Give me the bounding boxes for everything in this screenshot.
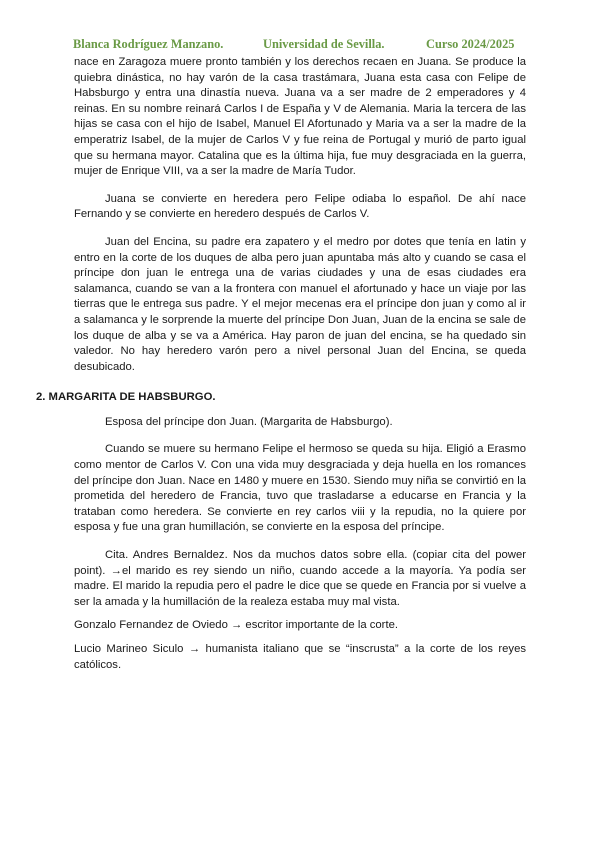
- header-course: Curso 2024/2025: [426, 37, 515, 51]
- paragraph-juan-del-encina: Juan del Encina, su padre era zapatero y el medro por dotes que tenía en latin y entro en la corte de los duques de alba pero juan apuntaba más alto y cuando se casa el príncipe don juan le entrega una de varias ciudades y una de esas ciudades era salamanca, cuando se van a la frontera con manuel el afortunado y hace un viaje por las tierras que le entrega sus padre. Y el mejor mecenas era el príncipe don juan y como al ir a salamanca y le sorprende la muerte del príncipe Don Juan, Juan de la encina se sale de los duque de alba y se va a América. Hay paron de juan del encina, se ha quedado sin valedor. No hay heredero varón pero a nivel personal Juan del Encina, se queda desubicado.: [74, 235, 526, 373]
- header-university: Universidad de Sevilla.: [263, 37, 385, 51]
- header-author: Blanca Rodríguez Manzano.: [73, 37, 224, 51]
- paragraph-cita: Cita. Andres Bernaldez. Nos da muchos datos sobre ella. (copiar cita del power point). →el marido es rey siendo un niño, cuando accede a la mayoría. Ya podía ser madre. El marido la repudia pero el padre le dice que se quede en Francia por si vuelve a ser la amada y la humillación de la realeza estaba muy mal vista.: [74, 549, 526, 608]
- document-body: [36, 55, 526, 673]
- page-header: [73, 37, 533, 55]
- section-title: 2. MARGARITA DE HABSBURGO.: [36, 391, 216, 404]
- paragraph-marineo: Lucio Marineo Siculo → humanista italiano que se “inscrusta” a la corte de los reyes católicos.: [74, 643, 526, 671]
- paragraph-oviedo: Gonzalo Fernandez de Oviedo → escritor importante de la corte.: [74, 619, 399, 632]
- paragraph-esposa: Esposa del príncipe don Juan. (Margarita de Habsburgo).: [105, 415, 393, 428]
- paragraph-juana-dynasty: nace en Zaragoza muere pronto también y los derechos recaen en Juana. Se produce la quiebra dinástica, no hay varón de la casa trastámara, Juana esta casa con Felipe de Habsburgo y entra una dinastía nueva. Juana va a ser madre de 2 emperadores y 4 reinas. En su nombre reinará Carlos I de España y V de Alemania. Maria la tercera de las hijas se casa con el hijo de Isabel, Manuel El Afortunado y Maria va a ser la madre de la emperatriz Isabel, de la mujer de Carlos V y fue reina de Portugal y murió de parto igual que su hermana mayor. Catalina que es la última hija, fue muy desgraciada en la guerra, mujer de Enrique VIII, va a ser la madre de María Tudor.: [74, 56, 526, 178]
- paragraph-margarita-life: Cuando se muere su hermano Felipe el hermoso se queda su hija. Eligió a Erasmo como mentor de Carlos V. Con una vida muy desgraciada y deja huella en los romances del príncipe don Juan. Nace en 1480 y muere en 1530. Siendo muy niña se convirtió en la prometida del heredero de Francia, tuvo que trasladarse a educarse en Francia y la trataban como heredera. Se convierte en rey carlos viii y la repudia, no la quiere por esposa y fue una gran humillación, se convierte en la esposa del príncipe.: [74, 443, 526, 534]
- paragraph-juana-heir: Juana se convierte en heredera pero Felipe odiaba lo español. De ahí nace Fernando y se convierte en heredero después de Carlos V.: [74, 192, 526, 221]
